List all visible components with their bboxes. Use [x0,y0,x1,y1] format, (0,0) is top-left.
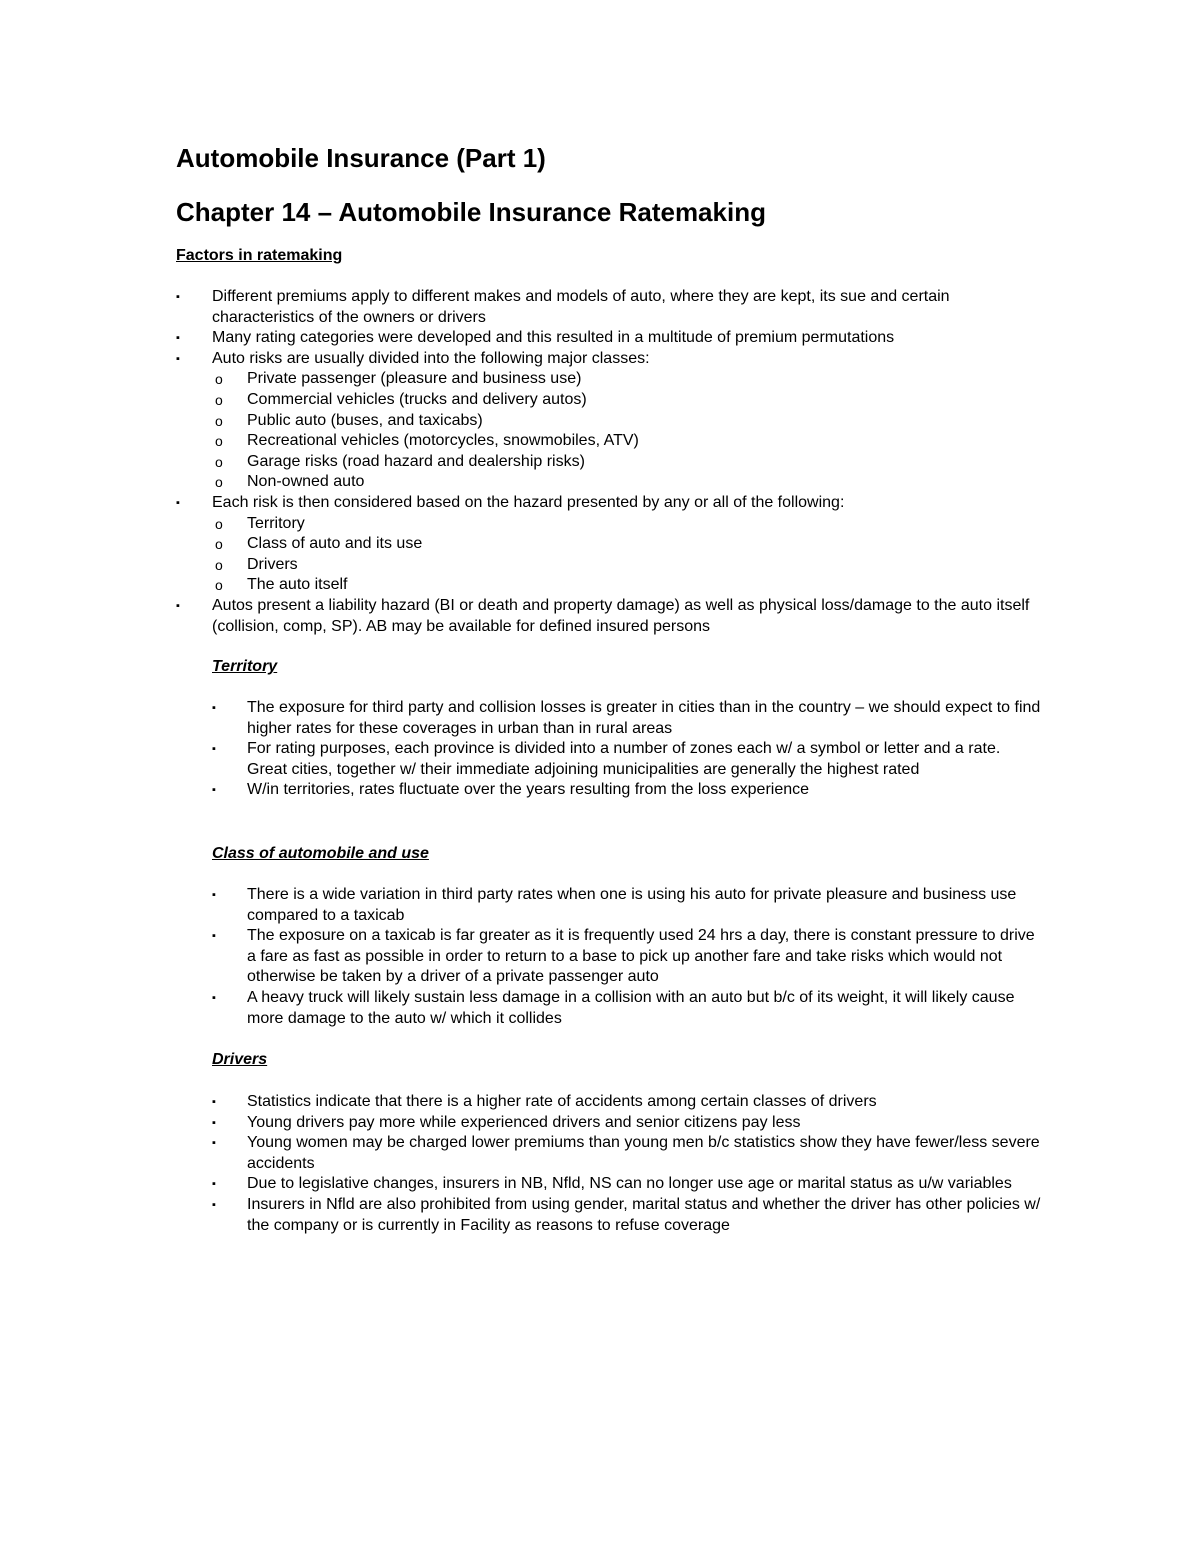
list-item [176,287,1036,328]
list-item-text: Each risk is then considered based on the hazard presented by any or all of the following: [212,493,845,511]
circle-bullet-icon: o [215,577,223,594]
list-item [212,1133,1042,1174]
class-of-auto-list [212,885,1042,1029]
list-item [212,739,1042,780]
circle-bullet-icon: o [215,433,223,450]
sub-item-text: Recreational vehicles (motorcycles, snowmobiles, ATV) [247,432,639,450]
list-item [212,926,1042,988]
sub-item-text: Public auto (buses, and taxicabs) [247,411,483,429]
factors-list [176,287,1036,637]
list-item-text: Many rating categories were developed and this resulted in a multitude of premium permutations [212,329,895,347]
circle-bullet-icon: o [215,391,223,408]
bullet-icon: ▪ [212,991,216,1004]
circle-bullet-icon: o [215,515,223,532]
sub-list-item [176,390,1036,411]
sub-list-item [176,369,1036,390]
circle-bullet-icon: o [215,412,223,429]
circle-bullet-icon: o [215,371,223,388]
section-heading-factors: Factors in ratemaking [176,247,343,264]
drivers-list [212,1092,1042,1236]
sub-list-item [176,472,1036,493]
list-item [176,328,1036,349]
class-of-auto-heading: Class of automobile and use [212,845,429,862]
bullet-icon: ▪ [176,496,180,509]
circle-bullet-icon: o [215,536,223,553]
bullet-icon: ▪ [212,784,216,797]
classes-sublist [176,369,1036,493]
sub-list-item [176,411,1036,432]
list-item [212,1174,1042,1195]
sub-item-text: The auto itself [247,576,348,594]
bullet-icon: ▪ [212,930,216,943]
sub-item-text: Drivers [247,555,298,573]
list-item-text: The exposure on a taxicab is far greater as it is frequently used 24 hrs a day, there is constant pressure to drive a fare as fast as possible in order to return to a base to pick up another fare and take risks which would not otherwise be taken by a driver of a private passenger auto [247,927,1035,986]
list-item-text: Insurers in Nfld are also prohibited from using gender, marital status and whether the driver has other policies w/ the company or is currently in Facility as reasons to refuse coverage [247,1195,1041,1234]
bullet-icon: ▪ [176,352,180,365]
territory-heading: Territory [212,658,278,675]
bullet-icon: ▪ [212,1137,216,1150]
list-item-text: Autos present a liability hazard (BI or death and property damage) as well as physical loss/damage to the auto itself (collision, comp, SP). AB may be available for defined insured persons [212,596,1030,635]
hazards-sublist [176,514,1036,596]
bullet-icon: ▪ [212,702,216,714]
bullet-icon: ▪ [212,1198,216,1211]
list-item [212,1092,1042,1113]
circle-bullet-icon: o [215,453,223,470]
list-item [212,1113,1042,1134]
list-item [176,349,1036,493]
list-item-text: Young drivers pay more while experienced drivers and senior citizens pay less [247,1113,801,1131]
bullet-icon: ▪ [212,1116,216,1129]
list-item [212,698,1042,739]
list-item-text: For rating purposes, each province is divided into a number of zones each w/ a symbol or letter and a rate. Great cities, together w/ their immediate adjoining municipalities are generally the highest rated [247,740,1001,778]
list-item [212,1195,1042,1236]
sub-list-item [176,575,1036,596]
list-item-text: Different premiums apply to different makes and models of auto, where they are kept, its sue and certain characteristics of the owners or drivers [212,288,950,326]
sub-item-text: Private passenger (pleasure and business use) [247,370,582,388]
circle-bullet-icon: o [215,556,223,573]
sub-list-item [176,514,1036,535]
sub-item-text: Commercial vehicles (trucks and delivery autos) [247,390,587,408]
list-item-text: Young women may be charged lower premiums than young men b/c statistics show they have fewer/less severe accidents [247,1134,1040,1172]
list-item-text: There is a wide variation in third party rates when one is using his auto for private pleasure and business use compared to a taxicab [247,886,1017,924]
bullet-icon: ▪ [176,291,180,303]
bullet-icon: ▪ [176,599,180,612]
bullet-icon: ▪ [212,743,216,756]
circle-bullet-icon: o [215,474,223,491]
list-item-text: A heavy truck will likely sustain less damage in a collision with an auto but b/c of its weight, it will likely cause more damage to the auto w/ which it collides [247,988,1015,1027]
sub-item-text: Non-owned auto [247,473,365,491]
list-item-text: Statistics indicate that there is a higher rate of accidents among certain classes of drivers [247,1093,877,1110]
list-item-text: Auto risks are usually divided into the following major classes: [212,349,650,367]
sub-item-text: Class of auto and its use [247,535,423,553]
sub-item-text: Territory [247,514,305,532]
bullet-icon: ▪ [212,1096,216,1108]
sub-list-item [176,555,1036,576]
sub-list-item [176,431,1036,452]
list-item [212,988,1042,1029]
bullet-icon: ▪ [176,332,180,345]
territory-list [212,698,1042,801]
list-item-text: Due to legislative changes, insurers in NB, Nfld, NS can no longer use age or marital status as u/w variables [247,1175,1012,1193]
document-title: Automobile Insurance (Part 1) [176,143,546,173]
list-item [212,780,1042,801]
list-item [212,885,1042,926]
drivers-heading: Drivers [212,1051,268,1068]
list-item [176,493,1036,596]
bullet-icon: ▪ [212,889,216,901]
list-item-text: The exposure for third party and collision losses is greater in cities than in the country – we should expect to find higher rates for these coverages in urban than in rural areas [247,699,1041,737]
list-item [176,596,1036,637]
chapter-title: Chapter 14 – Automobile Insurance Ratemaking [176,197,766,227]
sub-list-item [176,534,1036,555]
list-item-text: W/in territories, rates fluctuate over the years resulting from the loss experience [247,781,810,799]
sub-item-text: Garage risks (road hazard and dealership risks) [247,452,585,470]
bullet-icon: ▪ [212,1178,216,1191]
sub-list-item [176,452,1036,473]
